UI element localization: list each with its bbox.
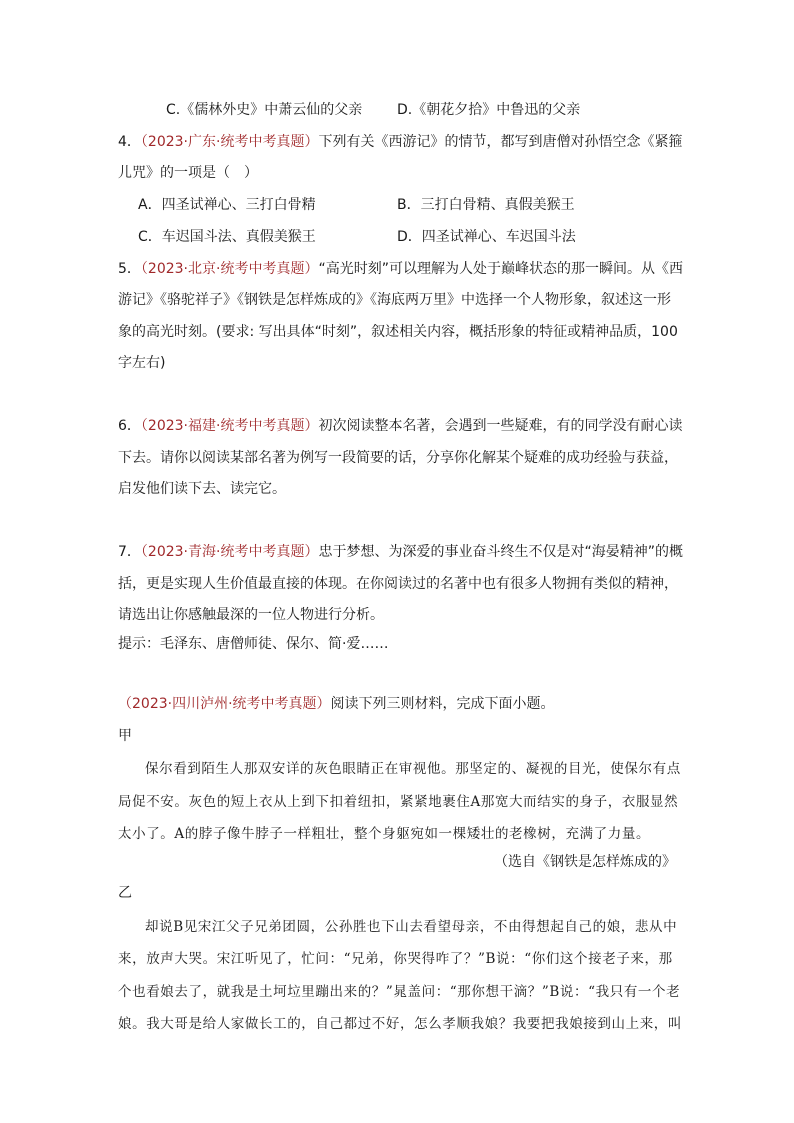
question-source: （2023·福建·统考中考真题） bbox=[140, 418, 319, 434]
material-jia-line2: 局促不安。灰色的短上衣从上到下扣着纽扣，紧紧地裹住A那宽大而结实的身子，衣服显然 bbox=[118, 794, 679, 810]
reading-intro: 阅读下列三则材料，完成下面小题。 bbox=[330, 696, 555, 712]
question-7-line3: 请选出让你感触最深的一位人物进行分析。 bbox=[118, 607, 384, 623]
material-yi-label: 乙 bbox=[118, 885, 132, 901]
material-yi-line4: 娘。我大哥是给人家做长工的，自己都过不好，怎么孝顺我娘？我要把我娘接到山上来，叫 bbox=[118, 1016, 682, 1032]
question-4 bbox=[118, 132, 682, 152]
material-jia-source: （选自《钢铁是怎样炼成的》 bbox=[494, 854, 676, 870]
question-text: 初次阅读整本名著，会遇到一些疑难，有的同学没有耐心读 bbox=[318, 418, 683, 434]
question-5-line3: 象的高光时刻。(要求: 写出具体“时刻”，叙述相关内容，概括形象的特征或精神品质，100 bbox=[118, 324, 678, 340]
question-5-line2: 游记》《骆驼祥子》《钢铁是怎样炼成的》《海底两万里》中选择一个人物形象，叙述这一形 bbox=[118, 292, 671, 308]
material-jia-line1: 保尔看到陌生人那双安详的灰色眼睛正在审视他。那坚定的、凝视的目光，使保尔有点 bbox=[145, 761, 681, 777]
question-number: 5． bbox=[118, 261, 141, 277]
question-number: 6． bbox=[118, 418, 141, 434]
question-4-line2: 儿咒》的一项是（ ） bbox=[118, 165, 258, 181]
question-text: 忠于梦想、为深爱的事业奋斗终生不仅是对“海晏精神”的概 bbox=[318, 544, 683, 560]
material-jia-label: 甲 bbox=[118, 728, 132, 744]
question-number: 7． bbox=[118, 544, 141, 560]
question-7-line2: 括，更是实现人生价值最直接的体现。在你阅读过的名著中也有很多人物拥有类似的精神， bbox=[118, 576, 678, 592]
question-source: （2023·北京·统考中考真题） bbox=[140, 261, 319, 277]
question-source: （2023·广东·统考中考真题） bbox=[140, 134, 319, 150]
q4-option-a: A．四圣试禅心、三打白骨精 bbox=[138, 197, 316, 213]
question-5-line4: 字左右) bbox=[118, 355, 166, 371]
question-text: 下列有关《西游记》的情节，都写到唐僧对孙悟空念《紧箍 bbox=[318, 134, 683, 150]
question-7-hint: 提示：毛泽东、唐僧师徒、保尔、简·爱…… bbox=[118, 636, 389, 652]
question-6-line2: 下去。请你以阅读某部名著为例写一段简要的话，分享你化解某个疑难的成功经验与获益， bbox=[118, 450, 678, 466]
material-yi-line3: 个也看娘去了，就我是土坷垃里蹦出来的？”晁盖问：“那你想干滴？”B说：“我只有一个老 bbox=[118, 984, 681, 1000]
reading-section-header bbox=[118, 694, 555, 714]
question-source: （2023·四川泸州·统考中考真题） bbox=[118, 696, 331, 712]
q4-option-b: B．三打白骨精、真假美猴王 bbox=[397, 197, 575, 213]
question-source: （2023·青海·统考中考真题） bbox=[140, 544, 319, 560]
question-number: 4． bbox=[118, 134, 141, 150]
question-5 bbox=[118, 259, 683, 279]
material-yi-line2: 来，放声大哭。宋江听见了，忙问：“兄弟，你哭得咋了？”B说：“你们这个接老子来，那 bbox=[118, 951, 673, 967]
material-yi-line1: 却说B见宋江父子兄弟团圆，公孙胜也下山去看望母亲，不由得想起自己的娘，悲从中 bbox=[145, 919, 678, 935]
question-7 bbox=[118, 542, 683, 562]
question-6-line3: 启发他们读下去、读完它。 bbox=[118, 481, 286, 497]
question-text: “高光时刻”可以理解为人处于巅峰状态的那一瞬间。从《西 bbox=[318, 261, 683, 277]
q4-option-d: D．四圣试禅心、车迟国斗法 bbox=[397, 229, 576, 245]
q4-option-c: C．车迟国斗法、真假美猴王 bbox=[138, 229, 316, 245]
q3-option-d: D.《朝花夕拾》中鲁迅的父亲 bbox=[397, 102, 581, 118]
q3-option-c: C.《儒林外史》中萧云仙的父亲 bbox=[166, 102, 363, 118]
question-6 bbox=[118, 416, 682, 436]
material-jia-line3: 太小了。A的脖子像牛脖子一样粗壮，整个身躯宛如一棵矮壮的老橡树，充满了力量。 bbox=[118, 826, 651, 842]
